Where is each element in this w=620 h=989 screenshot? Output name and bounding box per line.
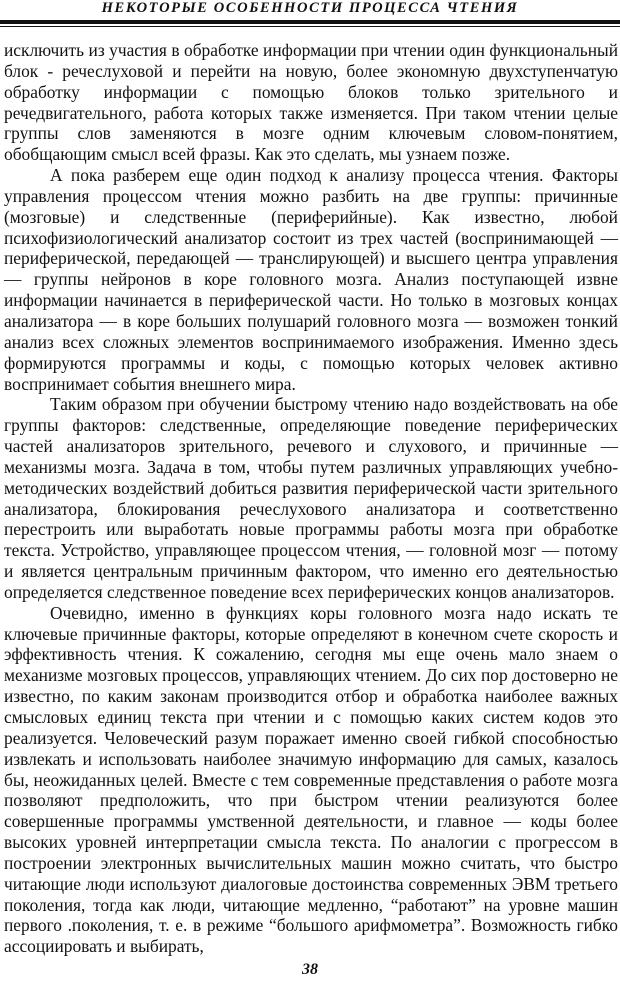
paragraph-training-influence: Таким образом при обучении быстрому чтению надо воздействовать на обе группы факторов: следственные, определяющие поведение периферических частей анализаторов зрительного, речевого и слухового, и причинные — механизмы мозга. Задача в том, чтобы путем различных управляющих учебно-методических воздействий добиться развития периферической части зрительного анализатора, блокирования речеслухового анализатора и соответственно перестроить или выработать новые программы работы мозга при обработке текста. Устройство, управляющее процессом чтения, — головной мозг — потому и является центральным причинным фактором, что именно его деятельностью определяется следственное поведение всех периферических концов анализаторов. (4, 394, 618, 602)
paragraph-brain-functions: Очевидно, именно в функциях коры головного мозга надо искать те ключевые причинные факторы, которые определяют в конечном счете скорость и эффективность чтения. К сожалению, сегодня мы еще очень мало знаем о механизме мозговых процессов, управляющих чтением. До сих пор достоверно не известно, по каким законам производится отбор и обработка наиболее важных смысловых единиц текста при чтении и с помощью каких систем кодов это реализуется. Человеческий разум поражает именно своей гибкой способностью извлекать и использовать наиболее значимую информацию для самых, казалось бы, неожиданных целей. Вместе с тем современные представления о работе мозга позволяют предположить, что при быстром чтении реализуются более совершенные программы умственной деятельности, и главное — коды более высоких уровней интерпретации смысла текста. По аналогии с прогрессом в построении электронных вычислительных машин можно считать, что быстро читающие люди используют диалоговые достоинства современных ЭВМ третьего поколения, тогда как люди, читающие медленно, “работают” на уровне машин первого .поколения, т. е. в режиме “большого арифмометра”. Возможность гибко ассоциировать и выбирать, (4, 602, 618, 957)
body-text (4, 40, 618, 957)
page-number: 38 (302, 961, 318, 978)
running-head-title: НЕКОТОРЫЕ ОСОБЕННОСТИ ПРОЦЕССА ЧТЕНИЯ (101, 0, 519, 16)
paragraph-reading-factors: А пока разберем еще один подход к анализу процесса чтения. Факторы управления процессом чтения можно разбить на две группы: причинные (мозговые) и следственные (периферийные). Как известно, любой психофизиологический анализатор состоит из трех частей (воспринимающей — периферической, передающей — транслирующей) и высшего центра управления — группы нейронов в коре головного мозга. Анализ поступающей извне информации начинается в периферической части. Но только в мозговых концах анализатора — в коре больших полушарий головного мозга — возможен тонкий анализ всех сложных элементов воспринимаемого изображения. Именно здесь формируются программы и коды, с помощью которых человек активно воспринимает события внешнего мира. (4, 165, 618, 394)
header-rule-thick (0, 20, 620, 24)
paragraph-continued: исключить из участия в обработке информации при чтении один функциональный блок - речеслуховой и перейти на новую, более экономную двухступенчатую обработку информации с помощью блоков только зрительного и речедвигательного, работа которых также изменяется. При таком чтении целые группы слов заменяются в мозге одним ключевым словом-понятием, обобщающим смысл всей фразы. Как это сделать, мы узнаем позже. (4, 40, 618, 165)
header-rule-thin (0, 26, 620, 27)
